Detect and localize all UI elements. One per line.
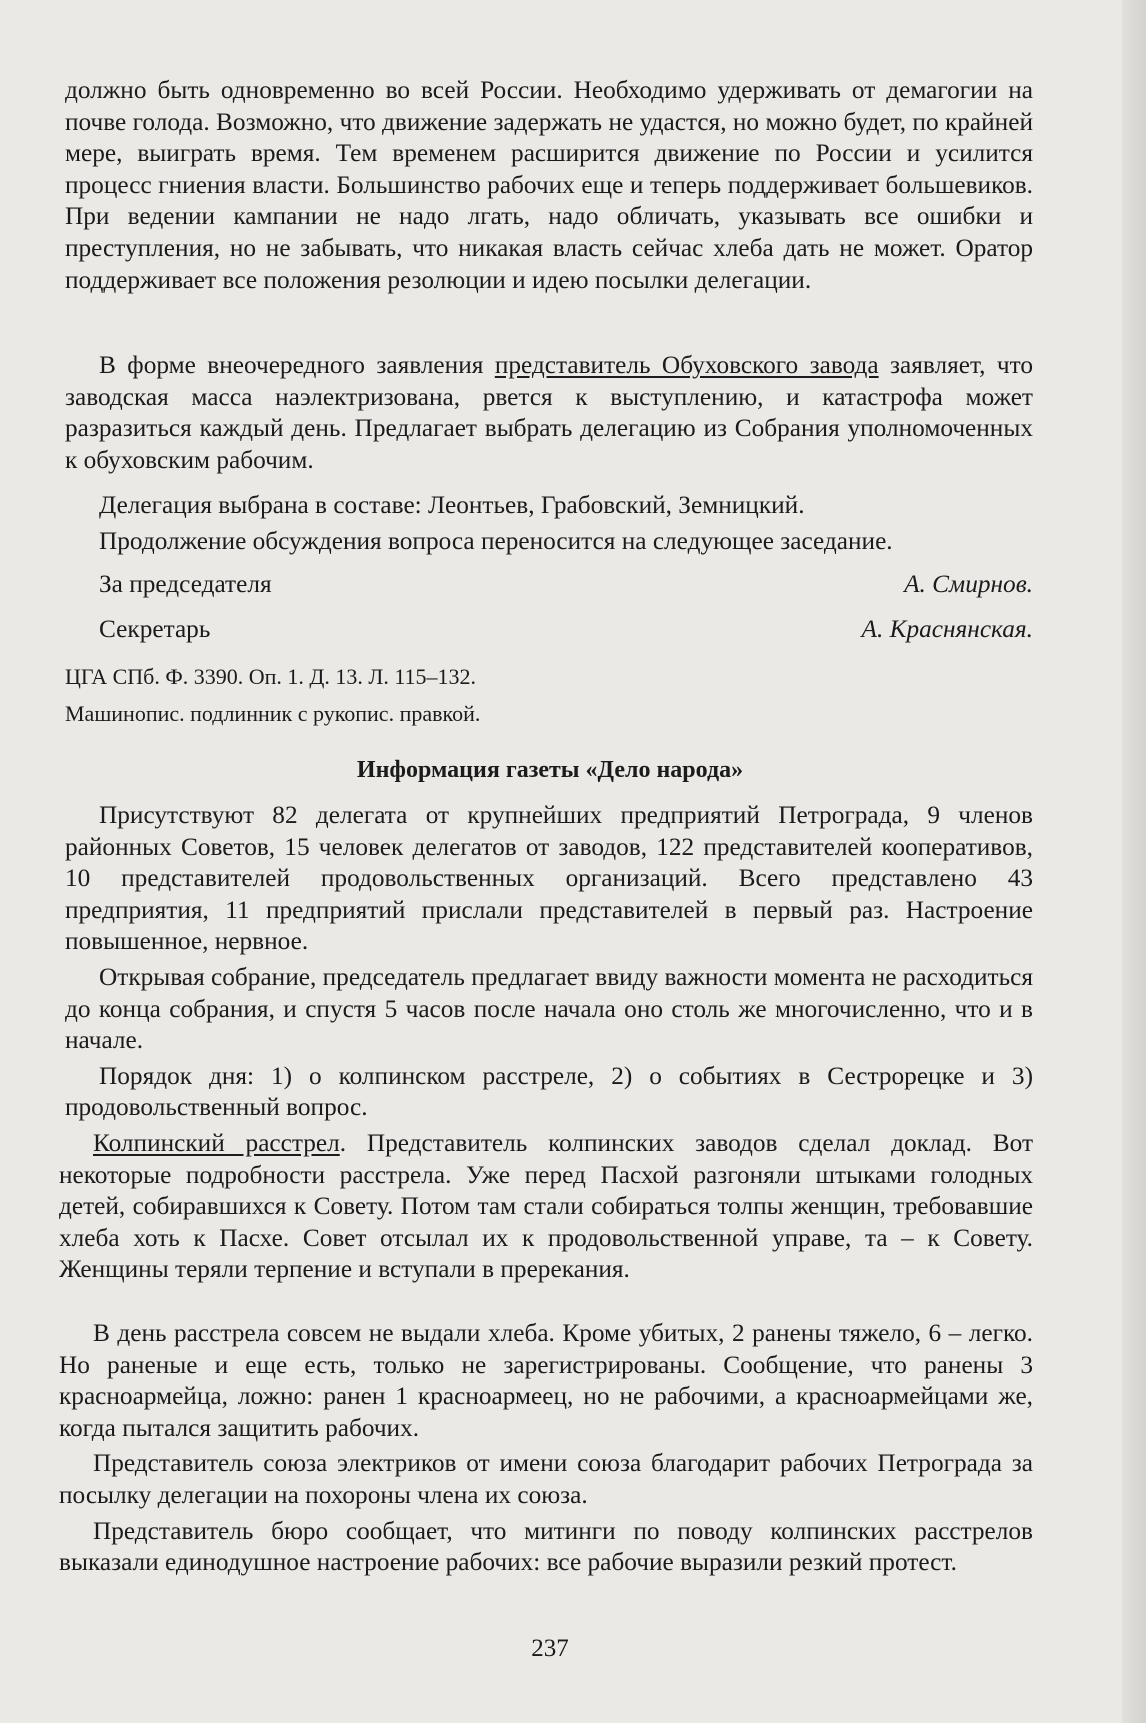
paragraph-obukhov	[65, 350, 1033, 476]
text-block-1	[65, 75, 1033, 296]
paragraph-kolpino	[59, 1128, 1033, 1286]
text-block-obukhov	[65, 350, 1033, 476]
secretary-label: Секретарь	[99, 615, 211, 643]
kolpino-underlined: Колпинский расстрел	[93, 1129, 340, 1157]
paragraph: Порядок дня: 1) о колпинском расстреле, 2) о событиях в Сестрорецке и 3) продовольственный вопрос.	[65, 1061, 1033, 1122]
paragraph-continuation: Продолжение обсуждения вопроса переносится на следующее заседание.	[99, 526, 893, 555]
paragraph: должно быть одновременно во всей России. Необходимо удерживать от демагогии на почве голода. Возможно, что движение задержать не удастся, но можно будет, по крайней мере, выиграть время. Тем временем расширится движение по России и усилится процесс гниения власти. Большинство рабочих еще и теперь поддерживает большевиков. При ведении кампании не надо лгать, надо обличать, указывать все ошибки и преступления, но не забывать, что никакая власть сейчас хлеба дать не может. Оратор поддерживает все положения резолюции и идею посылки делегации.	[65, 76, 1033, 294]
text-block-3	[59, 1318, 1033, 1579]
paragraph: Представитель союза электриков от имени союза благодарит рабочих Петрограда за посылку делегации на похороны члена их союза.	[59, 1449, 1033, 1509]
archive-note: Машинопис. подлинник с рукопис. правкой.	[65, 701, 481, 726]
obukhov-rest: заявляет, что заводская масса наэлектризована, рвется к выступлению, и катастрофа может разразиться каждый день. Предлагает выбрать делегацию из Собрания уполномоченных к обуховским рабочим.	[65, 351, 1033, 474]
signature-chair	[99, 569, 1033, 601]
obukhov-prefix: В форме внеочередного заявления	[99, 351, 495, 379]
text-block-delegation	[65, 490, 1033, 557]
paragraph-delegation: Делегация выбрана в составе: Леонтьев, Грабовский, Земницкий.	[99, 491, 805, 519]
archive-reference: ЦГА СПб. Ф. 3390. Оп. 1. Д. 13. Л. 115–132.	[65, 664, 477, 689]
paragraph: Представитель бюро сообщает, что митинги по поводу колпинских расстрелов выказали единодушное настроение рабочих: все рабочие выразили резкий протест.	[59, 1516, 1033, 1577]
paragraph: Открывая собрание, председатель предлагает ввиду важности момента не расходиться до конца собрания, и спустя 5 часов после начала оно столь же многочисленно, что и в начале.	[65, 962, 1033, 1055]
secretary-name: А. Краснянская.	[861, 615, 1033, 643]
page-number: 237	[531, 1635, 569, 1662]
chair-label: За председателя	[99, 570, 272, 598]
paragraph: В день расстрела совсем не выдали хлеба. Кроме убитых, 2 ранены тяжело, 6 – легко. Но раненые и еще есть, только не зарегистрированы. Сообщение, что ранены 3 красноармейца, ложно: ранен 1 красноармеец, но не рабочими, а красноармейцами же, когда пытался защитить рабочих.	[59, 1319, 1033, 1442]
paragraph: Присутствуют 82 делегата от крупнейших предприятий Петрограда, 9 членов районных Советов, 15 человек делегатов от заводов, 122 представителей кооперативов, 10 представителей продовольственных организаций. Всего представлено 43 предприятия, 11 предприятий прислали представителей в первый раз. Настроение повышенное, нервное.	[65, 801, 1033, 956]
section-title: Информация газеты «Дело народа»	[356, 757, 744, 783]
signature-secretary	[99, 614, 1033, 646]
text-block-2	[65, 800, 1033, 1124]
page-gutter-shadow	[1122, 0, 1146, 1723]
chair-name: А. Смирнов.	[904, 570, 1033, 598]
kolpino-rest: . Представитель колпинских заводов сделал доклад. Вот некоторые подробности расстрела. Уже перед Пасхой разгоняли штыками голодных детей, собиравшихся к Совету. Потом там стали собираться толпы женщин, требовавшие хлеба хоть к Пасхе. Совет отсылал их к продовольственной управе, та – к Совету. Женщины теряли терпение и вступали в пререкания.	[59, 1129, 1033, 1284]
obukhov-underlined: представитель Обуховского завода	[494, 351, 879, 379]
text-block-kolpino	[59, 1128, 1033, 1286]
